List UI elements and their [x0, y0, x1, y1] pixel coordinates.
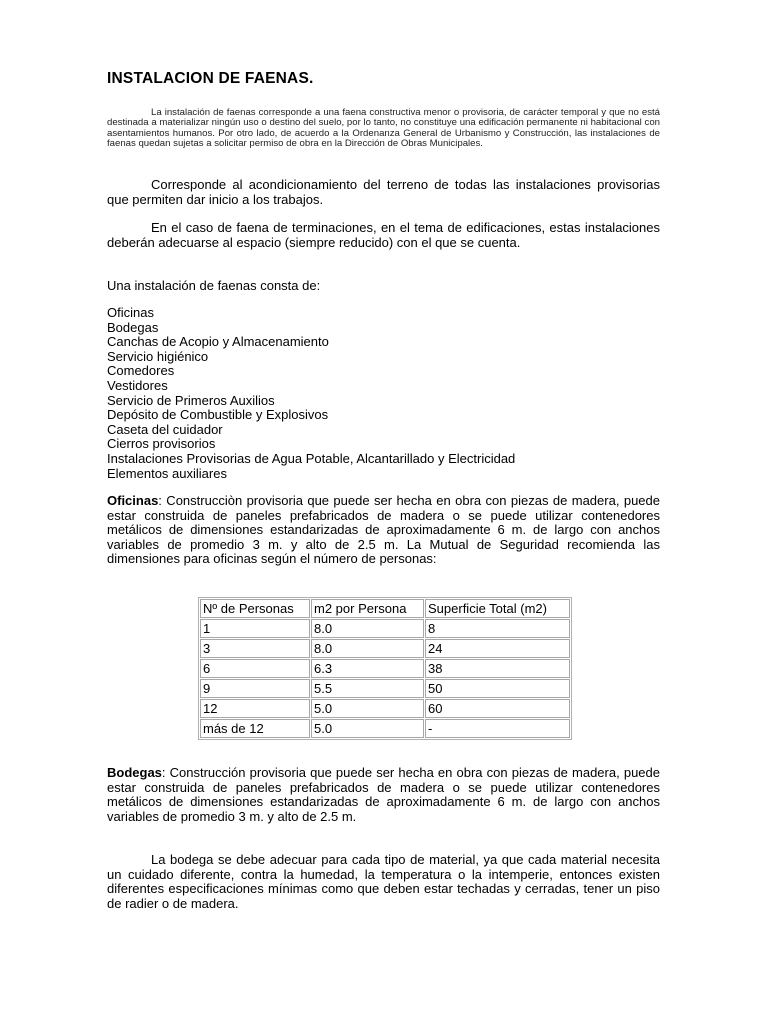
table-cell: 60 [425, 699, 570, 718]
page-title: INSTALACION DE FAENAS. [107, 70, 314, 87]
list-item: Servicio de Primeros Auxilios [107, 392, 275, 408]
list-item: Servicio higiénico [107, 348, 209, 364]
table-cell: 9 [200, 679, 310, 698]
table-header-cell: m2 por Persona [311, 599, 424, 618]
table-row [200, 619, 570, 638]
list-item: Comedores [107, 363, 175, 379]
table-cell: 8 [425, 619, 570, 638]
table-cell: más de 12 [200, 719, 310, 738]
bodegas-description: : Construcción provisoria que puede ser hecha en obra con piezas de madera, puede estar construida de paneles prefabricados de madera o se puede utilizar contenedores metálicos de dimensiones estandarizadas de aproximadamente 6 m. de largo con anchos variables de promedio 3 m. y alto de 2.5 m. [107, 765, 660, 824]
components-list [107, 306, 515, 481]
table-cell: 24 [425, 639, 570, 658]
table-cell: 6 [200, 659, 310, 678]
list-item: Oficinas [107, 305, 154, 320]
paragraph-bodega-material: La bodega se debe adecuar para cada tipo de material, ya que cada material necesita un cuidado diferente, contra la humedad, la temperatura o la intemperie, entonces existen diferentes especificaciones mínimas como que deben estar techadas y cerradas, tener un piso de radier o de madera. [107, 852, 660, 911]
table-row [200, 659, 570, 678]
paragraph-oficinas [107, 494, 660, 567]
table-header-row [200, 599, 570, 618]
list-item: Caseta del cuidador [107, 421, 223, 437]
table-cell: 3 [200, 639, 310, 658]
list-item: Instalaciones Provisorias de Agua Potable, Alcantarillado y Electricidad [107, 450, 516, 466]
oficinas-table [198, 597, 572, 740]
term-bodegas: Bodegas [107, 765, 162, 780]
oficinas-description: : Construcciòn provisoria que puede ser hecha en obra con piezas de madera, puede estar construida de paneles prefabricados de madera o se puede utilizar contenedores metálicos de dimensiones estandarizadas de aproximadamente 6 m. de largo con anchos variables de promedio 3 m. y alto de 2.5 m. La Mutual de Seguridad recomienda las dimensiones para oficinas según el número de personas: [107, 493, 660, 567]
table-header-cell: Superficie Total (m2) [425, 599, 570, 618]
table-row [200, 639, 570, 658]
table-header-cell: Nº de Personas [200, 599, 310, 618]
table-cell: - [425, 719, 570, 738]
list-item: Canchas de Acopio y Almacenamiento [107, 334, 329, 350]
paragraph-consta: Una instalación de faenas consta de: [107, 278, 321, 293]
table-row [200, 679, 570, 698]
list-item: Elementos auxiliares [107, 465, 227, 481]
term-oficinas: Oficinas [107, 493, 159, 508]
table-row [200, 719, 570, 738]
list-item: Cierros provisorios [107, 436, 216, 452]
list-item: Depósito de Combustible y Explosivos [107, 407, 329, 423]
table-cell: 6.3 [311, 659, 424, 678]
table-cell: 5.5 [311, 679, 424, 698]
intro-paragraph: La instalación de faenas corresponde a una faena constructiva menor o provisoria, de carácter temporal y que no está destinada a materializar ningún uso o destino del suelo, por lo tanto, no constituye una edificación permanente ni habitacional con asentamientos humanos. Por otro lado, de acuerdo a la Ordenanza General de Urbanismo y Construcción, las instalaciones de faenas quedan sujetas a solicitar permiso de obra en la Dirección de Obras Municipales. [107, 107, 660, 149]
paragraph-bodegas [107, 766, 660, 824]
paragraph-terminaciones: En el caso de faena de terminaciones, en el tema de edificaciones, estas instalaciones deberán adecuarse al espacio (siempre reducido) con el que se cuenta. [107, 220, 660, 250]
paragraph-acondicionamiento: Corresponde al acondicionamiento del terreno de todas las instalaciones provisorias que permiten dar inicio a los trabajos. [107, 177, 660, 207]
table-cell: 12 [200, 699, 310, 718]
list-item: Bodegas [107, 319, 159, 335]
table-cell: 5.0 [311, 699, 424, 718]
table-cell: 1 [200, 619, 310, 638]
table-cell: 50 [425, 679, 570, 698]
table-cell: 38 [425, 659, 570, 678]
table-row [200, 699, 570, 718]
table-cell: 5.0 [311, 719, 424, 738]
list-item: Vestidores [107, 377, 168, 393]
table-cell: 8.0 [311, 619, 424, 638]
table-cell: 8.0 [311, 639, 424, 658]
